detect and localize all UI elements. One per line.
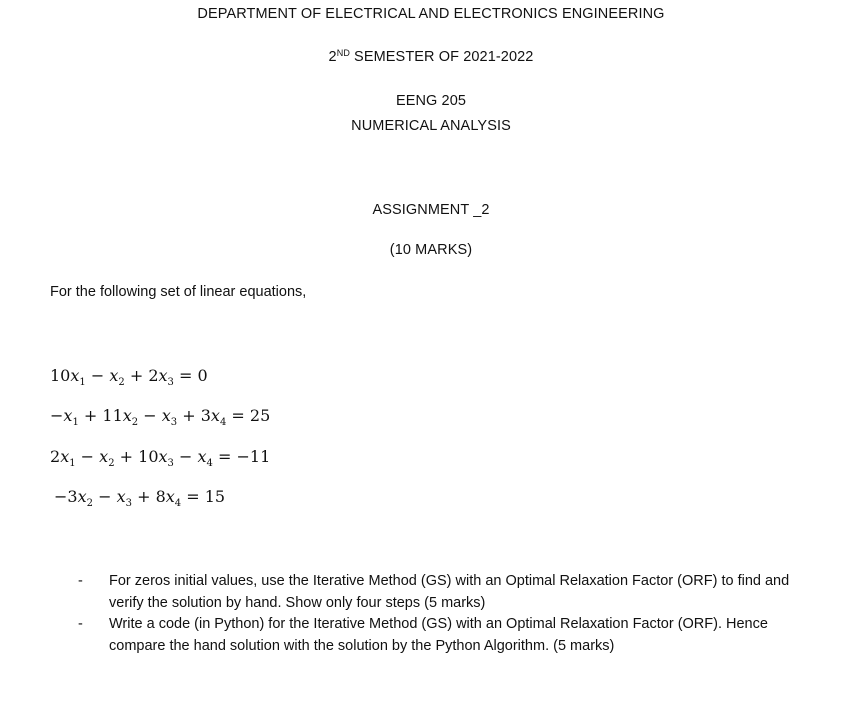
task-text: For zeros initial values, use the Iterative Method (GS) with an Optimal Relaxation Factor (ORF) to find and verify the solution by hand. Show only four steps (5 marks) — [109, 573, 790, 611]
task-bullet: - — [78, 616, 83, 632]
task-bullet: - — [78, 573, 83, 589]
intro-text: For the following set of linear equations, — [50, 284, 307, 300]
equation-3: $2x_1 - x_2 + 10x_3 - x_4 = -11$ — [50, 447, 271, 470]
equation-4: $-3x_2 - x_3 + 8x_4 = 15$ — [54, 487, 226, 510]
equation-1: $10x_1 - x_2 + 2x_3 = 0$ — [50, 366, 208, 389]
course-code: EENG 205 — [395, 93, 467, 109]
assignment-marks: (10 MARKS) — [389, 242, 473, 258]
task-text: Write a code (in Python) for the Iterative Method (GS) with an Optimal Relaxation Factor (ORF). Hence compare the hand solution with the solution by the Python Algorithm. (5 marks) — [109, 616, 768, 654]
assignment-title: ASSIGNMENT _2 — [372, 202, 490, 218]
equation-2: $-x_1 + 11x_2 - x_3 + 3x_4 = 25$ — [50, 406, 271, 429]
task-list — [78, 571, 818, 657]
task-item-1 — [78, 571, 818, 614]
semester-text: SEMESTER OF 2021-2022 — [349, 49, 534, 65]
semester-ordinal-suffix: ND — [336, 48, 350, 58]
task-item-2 — [78, 614, 818, 657]
semester-line — [0, 49, 841, 65]
semester-number: 2 — [328, 49, 337, 65]
department-heading: DEPARTMENT OF ELECTRICAL AND ELECTRONICS ENGINEERING — [197, 6, 665, 22]
course-title: NUMERICAL ANALYSIS — [351, 118, 511, 134]
